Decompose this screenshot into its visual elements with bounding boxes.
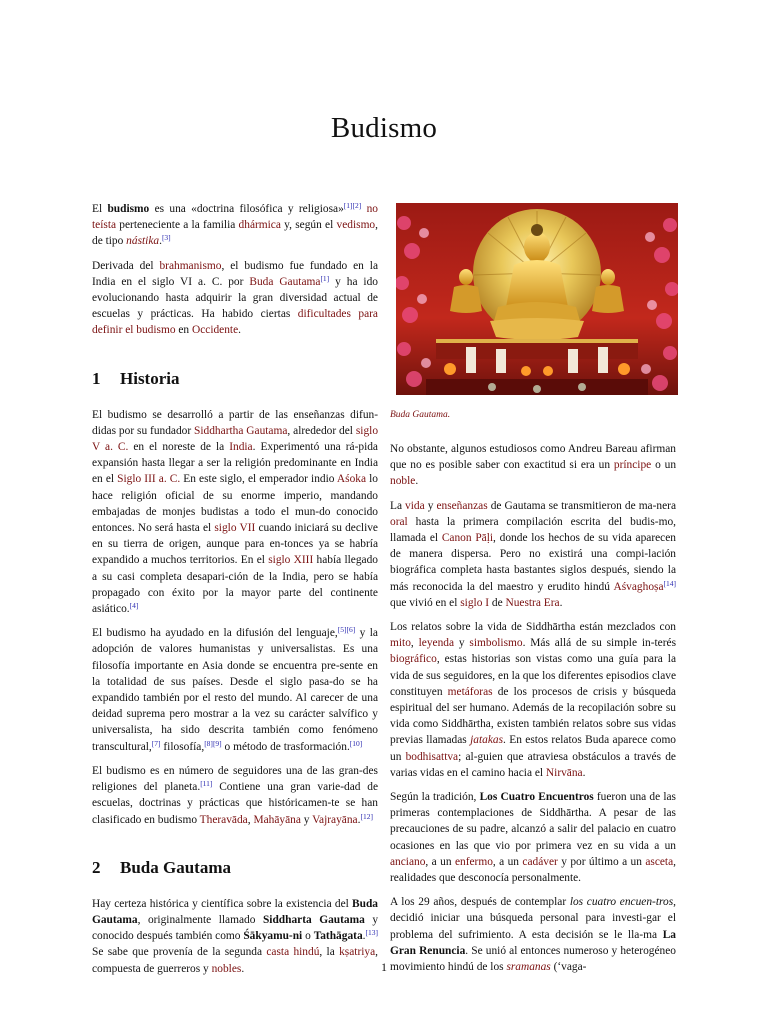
- link-vida[interactable]: vida: [405, 499, 425, 512]
- link-no-teista[interactable]: no teísta: [92, 203, 378, 232]
- historia-paragraph-3: El budismo es en número de seguidores una de las gran-des religiones del planeta.[11] Contiene una gran varie-dad de escuelas, doctrinas y prácticas que históricamen-te se han clasificado en budismo Theravāda, Mahāyāna y Vajrayāna.[12]: [92, 764, 378, 826]
- link-india[interactable]: India: [229, 441, 253, 454]
- link-simbolismo[interactable]: simbolismo: [469, 637, 523, 650]
- page-number: 1: [381, 960, 387, 974]
- right-paragraph-1: No obstante, algunos estudiosos como Andreu Bareau afirman que no es posible saber con exactitud si era un príncipe o un noble.: [390, 443, 677, 488]
- link-jatakas[interactable]: jatakas: [470, 734, 504, 747]
- link-bodhisattva[interactable]: bodhisattva: [405, 750, 459, 763]
- link-siglo-xiii[interactable]: siglo XIII: [268, 554, 314, 567]
- link-nastika[interactable]: nástika: [126, 235, 160, 248]
- link-principe[interactable]: príncipe: [613, 459, 652, 472]
- link-dificultades[interactable]: dificultades para definir el budismo: [92, 308, 378, 337]
- link-anciano[interactable]: anciano: [390, 855, 426, 868]
- link-nirvana[interactable]: Nirvāna: [545, 766, 583, 779]
- link-buda-gautama[interactable]: Buda Gautama: [249, 275, 321, 288]
- buda-paragraph-1: Hay certeza histórica y científica sobre la existencia del Buda Gautama, originalmente llamado Siddharta Gautama y conocido después también como Śākyamu-ni o Tathāgata.[13] Se sabe que provenía de la segunda casta hindú, la kṣatriya, compuesta de guerreros y nobles.: [92, 897, 379, 975]
- link-brahmanismo[interactable]: brahmanismo: [159, 259, 222, 272]
- link-canon-pali[interactable]: Canon Pāḷi: [441, 532, 494, 545]
- link-enfermo[interactable]: enfermo: [454, 855, 493, 868]
- page-title: Budismo: [330, 112, 438, 144]
- section-heading-historia: 1 Historia: [92, 368, 180, 388]
- link-siddhartha-gautama[interactable]: Siddhartha Gautama: [194, 424, 288, 437]
- link-ensenanzas[interactable]: enseñanzas: [436, 499, 488, 512]
- link-siglo-iii[interactable]: Siglo III a. C.: [117, 473, 181, 486]
- link-occidente[interactable]: Occidente: [191, 324, 239, 337]
- reference[interactable]: [11]: [200, 779, 213, 789]
- right-paragraph-5: A los 29 años, después de contemplar los cuatro encuen-tros, decidió iniciar una búsqueda personal para investi-gar el problema del sufrimiento. A esta decisión se le lla-ma La Gran Renuncia. Se unió al entonces numeroso y heterogéneo movimiento hindú de los sramanas (‘vaga-: [390, 896, 676, 974]
- link-theravada[interactable]: Theravāda: [199, 813, 248, 826]
- right-column: [390, 441, 676, 983]
- historia-paragraph-2: El budismo ha ayudado en la difusión del lenguaje,[5][6] y la adopción de valores humanistas y universalistas. Es una filosofía importante en Asia donde se encuentra pre-sente en la totalidad de sus países. Desde el siglo pasa-do se ha expandido también por el resto del mundo. Al carecer de una deidad suprema pero mostrar a la vez su carácter salvífico y universalista, ha sido descrita también como fenómeno transcultural,[7] filosofía,[8][9] o método de trasformación.[10]: [92, 625, 378, 753]
- link-mahayana[interactable]: Mahāyāna: [253, 813, 301, 826]
- link-cadaver[interactable]: cadáver: [522, 855, 558, 868]
- link-siglo-v[interactable]: siglo V a. C.: [92, 424, 379, 454]
- buddha-statue-image[interactable]: [396, 203, 678, 395]
- link-noble[interactable]: noble: [390, 475, 416, 488]
- link-vajrayana[interactable]: Vajrayāna: [312, 813, 358, 826]
- section-heading-buda-gautama: 2 Buda Gautama: [92, 857, 231, 877]
- reference[interactable]: [7]: [151, 738, 161, 748]
- link-mito[interactable]: mito: [390, 637, 411, 650]
- link-asoka[interactable]: Aśoka: [336, 473, 367, 486]
- link-nobles[interactable]: nobles: [211, 962, 242, 975]
- link-vedismo[interactable]: vedismo: [336, 219, 376, 232]
- reference[interactable]: [8][9]: [204, 738, 222, 748]
- left-column: [92, 201, 378, 985]
- link-dharmica[interactable]: dhármica: [238, 219, 281, 232]
- reference[interactable]: [3]: [161, 233, 171, 243]
- reference[interactable]: [14]: [663, 578, 676, 588]
- link-leyenda[interactable]: leyenda: [418, 637, 455, 650]
- intro-paragraph-2: Derivada del brahmanismo, el budismo fue fundado en la India en el siglo VI a. C. por Buda Gautama[1] y ha ido evolucionando hasta adquirir la gran diversidad actual de escuelas y prácticas. Ha habido ciertas dificultades para definir el budismo en Occidente.: [92, 259, 378, 337]
- link-oral[interactable]: oral: [390, 515, 408, 528]
- reference[interactable]: [5][6]: [337, 625, 356, 635]
- link-casta-hindu[interactable]: casta hindú: [266, 946, 320, 959]
- right-paragraph-2: La vida y enseñanzas de Gautama se transmitieron de ma-nera oral hasta la primera compilación escrita del budis-mo, llamada el Canon Pāḷi, donde los hechos de su vida aparecen de manera dispersa. Pero no existirá una compi-lación biográfica completa hasta bastantes siglos después, siendo la más reconocida la del maestro y erudito hindú Aśvaghoṣa[14] que vivió en el siglo I de Nuestra Era.: [390, 499, 676, 609]
- link-asceta[interactable]: asceta: [645, 855, 674, 868]
- intro-paragraph-1: El budismo es una «doctrina filosófica y religiosa»[1][2] no teísta perteneciente a la familia dhármica y, según el vedismo, de tipo nástika.[3]: [92, 201, 378, 248]
- link-siglo-vii[interactable]: siglo VII: [214, 522, 256, 535]
- link-biografico[interactable]: biográfico: [390, 653, 437, 666]
- right-paragraph-3: Los relatos sobre la vida de Siddhārtha están mezclados con mito, leyenda y simbolismo. Más allá de su simple in-terés biográfico, estas historias son vistas como una guía para la vida de sus seguidores, en la que los diferentes episodios clave constituyen metáforas de los procesos de crisis y búsqueda espiritual del ser humano. Además de la recopilación sobre su vida como Siddhārtha, existen también relatos sobre sus vidas previas llamadas jatakas. En estos relatos Buda aparece como un bodhisattva; al-guien que atraviesa obstáculos a través de varias vidas en el camino hacia el Nirvāna.: [390, 621, 677, 779]
- reference[interactable]: [12]: [360, 811, 373, 821]
- reference[interactable]: [1]: [320, 273, 330, 283]
- link-asvaghosa[interactable]: Aśvaghoṣa: [613, 580, 664, 593]
- reference[interactable]: [4]: [129, 601, 139, 611]
- historia-paragraph-1: El budismo se desarrolló a partir de las enseñanzas difun-didas por su fundador Siddhartha Gautama, alrededor del siglo V a. C. en el noreste de la India. Experimentó una rá-pida expansión hasta llegar a ser la religión predominante en India en el Siglo III a. C. En este siglo, el emperador indio Aśoka lo hace religión oficial de su enorme imperio, mandando embajadas de monjes budistas a todo el mun-do conocido entonces. No será hasta el siglo VII cuando iniciará su declive en su tierra de origen, aunque para en-tonces ya se habría expandido a muchos territorios. En el siglo XIII había llegado a su casi completa desapari-ción de la India, pero se había propagado con éxito por la mayor parte del continente asiático.[4]: [92, 408, 379, 616]
- link-ksatriya[interactable]: kṣatriya: [339, 946, 376, 959]
- link-metaforas[interactable]: metáforas: [447, 685, 493, 698]
- reference[interactable]: [13]: [365, 928, 378, 938]
- link-nuestra-era[interactable]: Nuestra Era: [505, 596, 560, 609]
- figure-caption: Buda Gautama.: [390, 410, 451, 420]
- bold-term-budismo: budismo: [107, 203, 150, 215]
- link-sramanas[interactable]: sramanas: [506, 961, 551, 974]
- reference[interactable]: [1][2]: [343, 201, 362, 210]
- link-siglo-i[interactable]: siglo I: [460, 596, 490, 609]
- reference[interactable]: [10]: [349, 738, 363, 748]
- right-paragraph-4: Según la tradición, Los Cuatro Encuentros fueron una de las primeras contemplaciones de Siddhārtha. A pesar de las precauciones de su padre, alcanzó a salir del palacio en cuatro ocasiones en las que vio por primera vez en su vida a un anciano, a un enfermo, a un cadáver y por último a un asceta, realidades que desconocía personalmente.: [390, 791, 677, 885]
